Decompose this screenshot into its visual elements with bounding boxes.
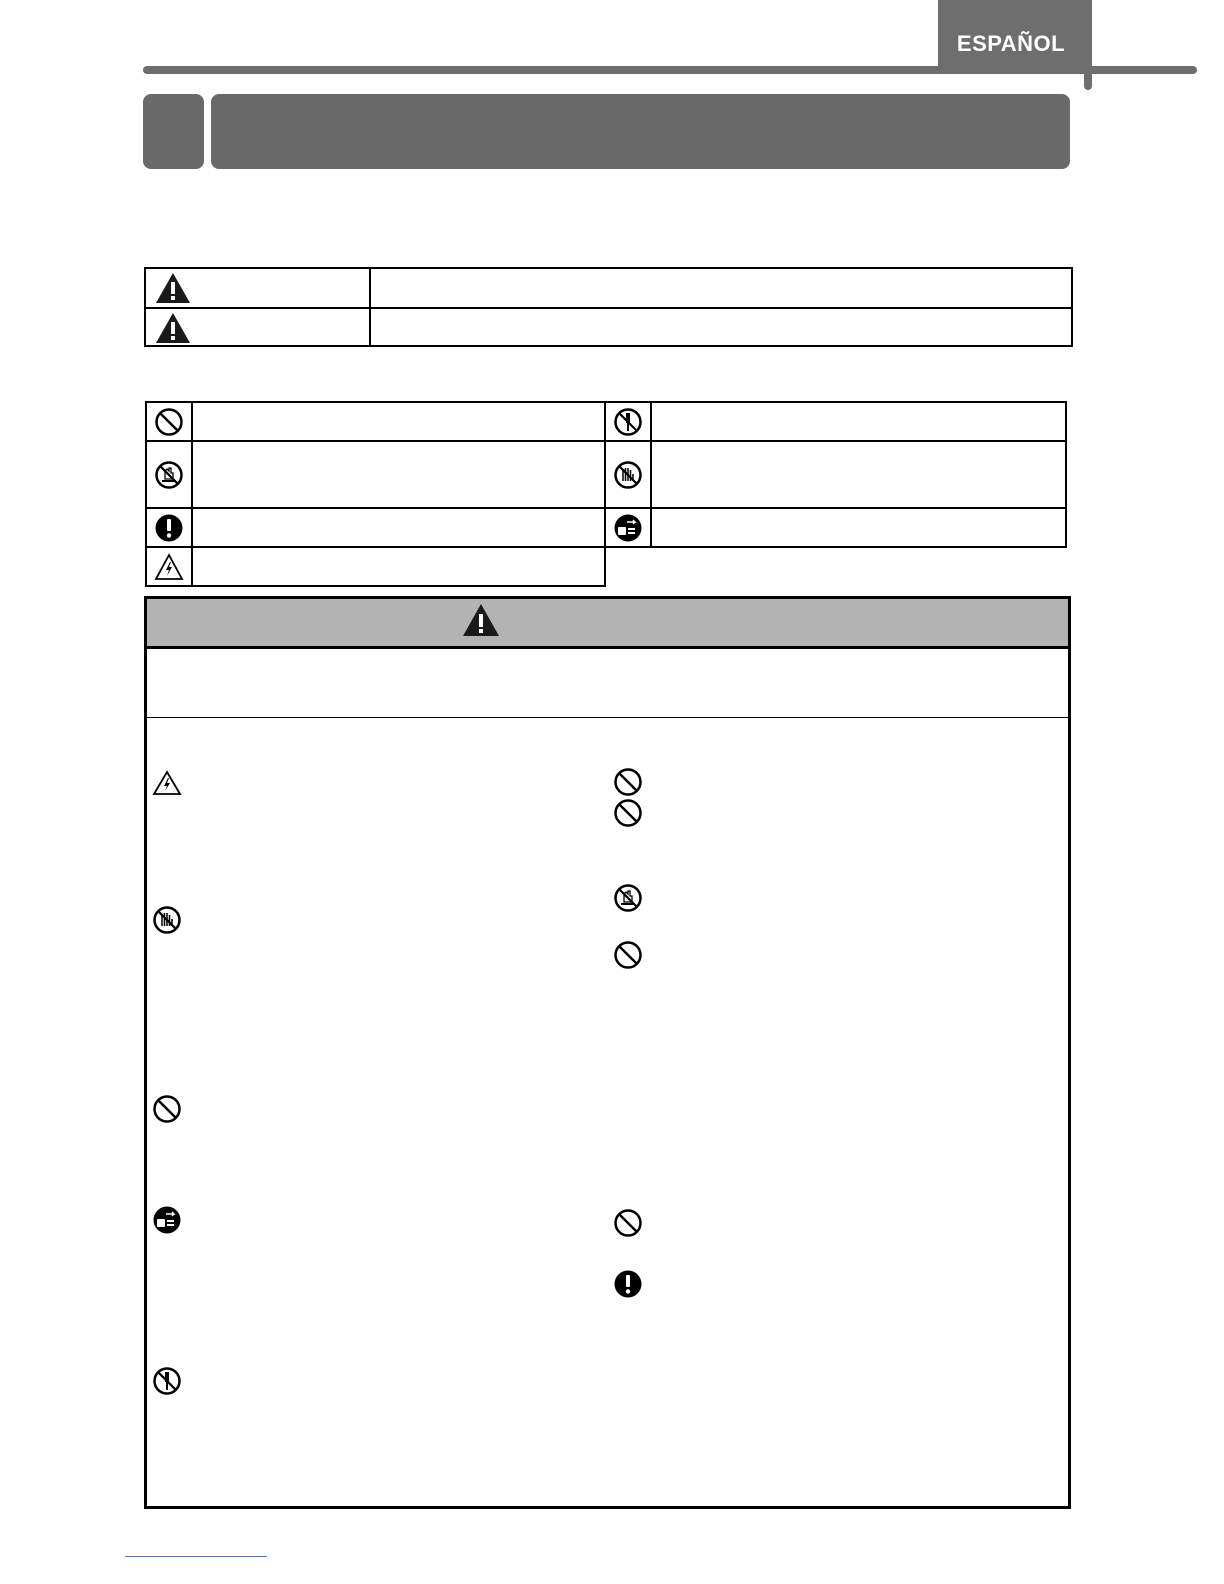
no-disassembly-icon [152, 1366, 182, 1396]
section-title-bar [211, 94, 1070, 169]
prohibited-icon [613, 798, 643, 828]
no-water-contact-icon [154, 460, 184, 490]
legend-electric-shock [145, 546, 606, 587]
legend-icon-cell [147, 509, 193, 546]
legend-icon-cell [147, 403, 193, 440]
unplug-icon [152, 1205, 182, 1235]
footer-link-underline[interactable] [125, 1556, 267, 1557]
legend-no-disassembly [604, 401, 1067, 442]
legend-icon-cell [147, 442, 193, 507]
section-number-box [143, 94, 204, 169]
language-tab: ESPAÑOL [938, 0, 1084, 66]
prohibited-icon [154, 407, 184, 437]
legend-no-wet [145, 440, 606, 509]
warning-box [144, 596, 1071, 1509]
no-disassembly-icon [613, 407, 643, 437]
warning-header [147, 599, 1068, 649]
prohibited-icon [613, 940, 643, 970]
legend-unplug [604, 507, 1067, 548]
legend-mandatory [145, 507, 606, 548]
legend-icon-cell [606, 403, 652, 440]
legend-prohibited [145, 401, 606, 442]
signal-row-caution [146, 307, 1071, 347]
no-touch-icon [152, 905, 182, 935]
legend-icon-cell [606, 442, 652, 507]
tab-rule-vertical [1084, 0, 1092, 90]
no-touch-icon [613, 460, 643, 490]
signal-icon-cell [146, 269, 371, 307]
warning-divider [147, 717, 1068, 718]
caution-triangle-icon [155, 312, 191, 344]
electric-shock-icon [152, 770, 182, 796]
legend-icon-cell [147, 548, 193, 585]
legend-icon-cell [606, 509, 652, 546]
prohibited-icon [613, 767, 643, 797]
prohibited-icon [613, 1208, 643, 1238]
warning-triangle-icon [462, 603, 500, 637]
mandatory-action-icon [613, 1269, 643, 1299]
prohibited-icon [152, 1094, 182, 1124]
no-water-contact-icon [613, 883, 643, 913]
signal-row-warning [146, 269, 1071, 307]
mandatory-action-icon [154, 513, 184, 543]
warning-triangle-icon [155, 272, 191, 304]
signal-word-table [144, 267, 1073, 347]
legend-no-touch [604, 440, 1067, 509]
electric-shock-icon [154, 553, 184, 581]
signal-icon-cell [146, 309, 371, 347]
unplug-icon [613, 513, 643, 543]
header-rule [143, 66, 1197, 74]
